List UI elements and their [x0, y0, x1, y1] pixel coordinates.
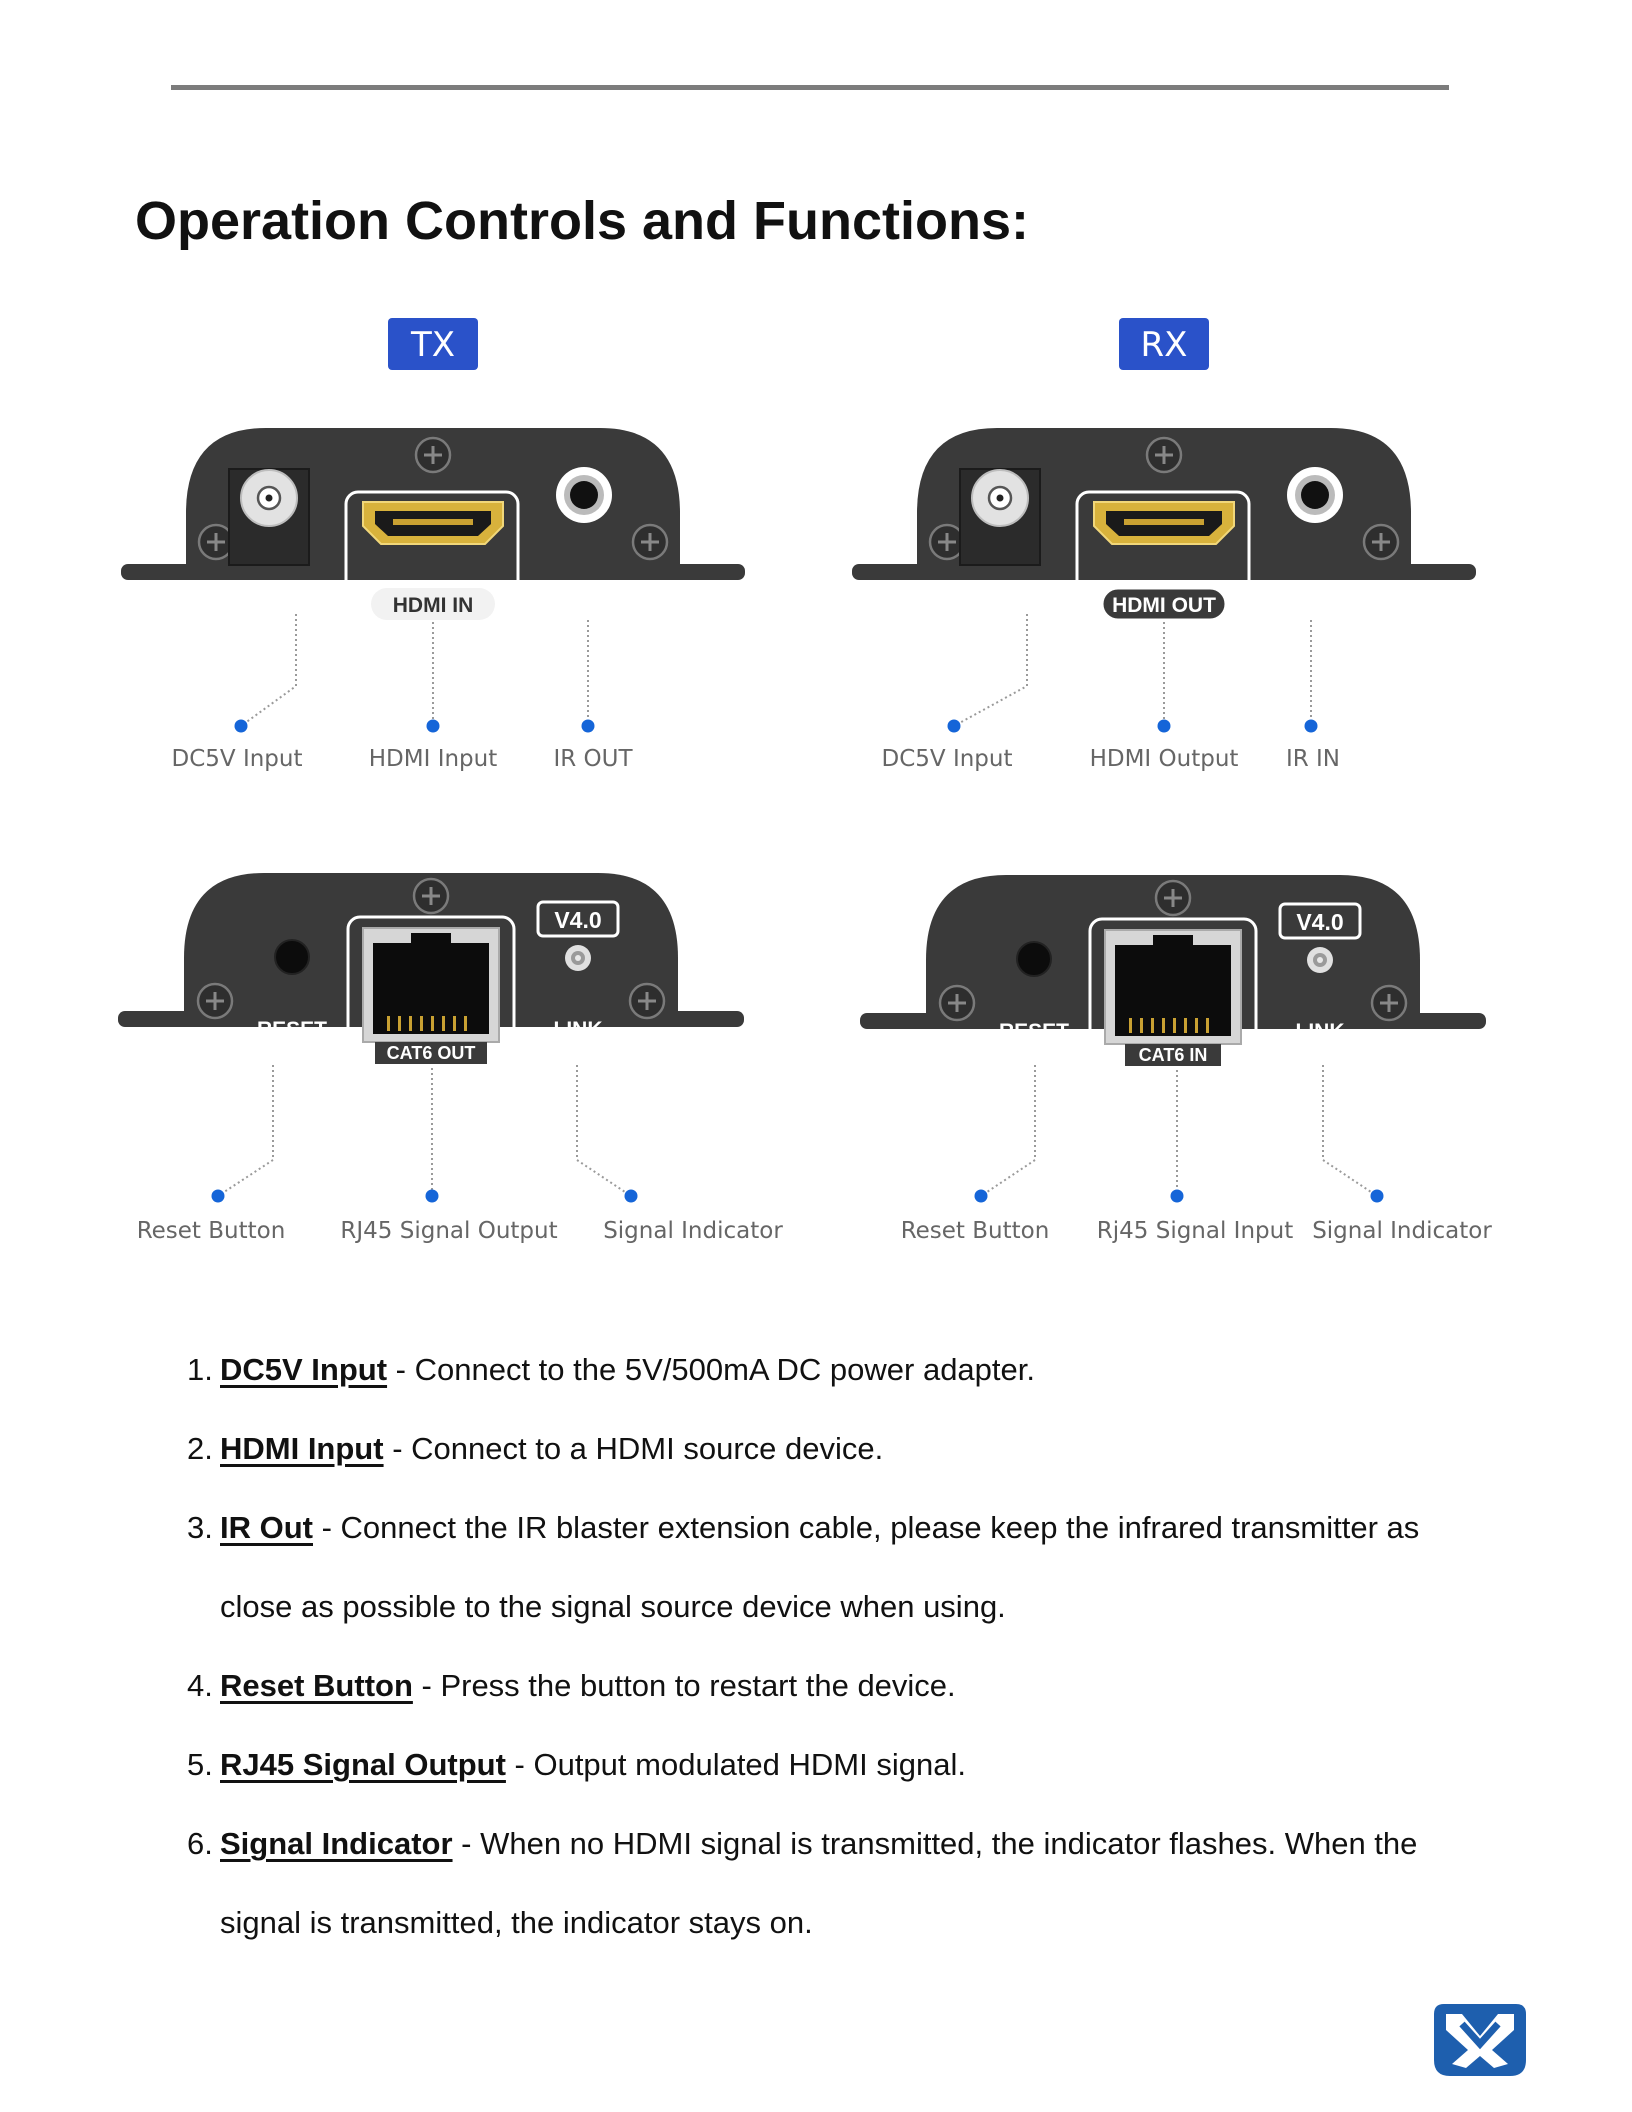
tx-front-device	[121, 318, 745, 772]
ir-out-label: IR OUT	[553, 591, 621, 613]
callout-signal-indicator: Signal Indicator	[603, 1218, 783, 1244]
link-label: LINK	[1295, 1020, 1345, 1043]
item-number: 6.	[187, 1826, 213, 1861]
rx-back-device	[860, 875, 1492, 1244]
item-text: - Connect to the 5V/500mA DC power adapter.	[387, 1352, 1035, 1387]
item-number: 1.	[187, 1352, 213, 1387]
instruction-item	[180, 1409, 1480, 1488]
item-number: 4.	[187, 1668, 213, 1703]
instruction-item	[180, 1330, 1480, 1409]
callout-dc5v-input: DC5V Input	[881, 746, 1013, 772]
item-term: RJ45 Signal Output	[220, 1747, 506, 1782]
svg-text:TX: TX	[410, 325, 456, 365]
instruction-item	[180, 1488, 1480, 1646]
hdmi-in-label: HDMI IN	[392, 594, 474, 617]
link-label: LINK	[553, 1018, 603, 1041]
item-text: - Press the button to restart the device.	[412, 1668, 956, 1703]
item-term: Reset Button	[220, 1668, 413, 1703]
dc5v-label: DC 5V	[239, 591, 299, 613]
cat6-in-label: CAT6 IN	[1138, 1045, 1208, 1065]
callout-dc5v-input: DC5V Input	[171, 746, 303, 772]
svg-text:RX: RX	[1140, 325, 1188, 365]
callout-reset-button: Reset Button	[900, 1218, 1050, 1244]
instruction-item	[180, 1725, 1480, 1804]
callout-hdmi-input: HDMI Input	[368, 746, 498, 772]
item-term: Signal Indicator	[220, 1826, 453, 1861]
item-text: - When no HDMI signal is transmitted, the indicator flashes. When the signal is transmitted, the indicator stays on.	[220, 1826, 1418, 1940]
reset-label: RESET	[256, 1018, 328, 1041]
dc5v-label: DC 5V	[980, 591, 1040, 613]
callout-signal-indicator: Signal Indicator	[1312, 1218, 1492, 1244]
ir-in-label: IR IN	[1299, 591, 1345, 613]
reset-label: RESET	[998, 1020, 1070, 1043]
tx-badge	[388, 318, 478, 370]
brand-logo-icon	[1432, 2000, 1528, 2080]
instruction-item	[180, 1646, 1480, 1725]
callout-ir-in: IR IN	[1285, 746, 1341, 772]
item-text: - Connect to a HDMI source device.	[383, 1431, 884, 1466]
rx-badge	[1119, 318, 1209, 370]
item-term: HDMI Input	[220, 1431, 384, 1466]
callout-reset-button: Reset Button	[136, 1218, 286, 1244]
item-number: 2.	[187, 1431, 213, 1466]
item-term: IR Out	[220, 1510, 313, 1545]
tx-back-device	[118, 873, 783, 1244]
item-text: - Output modulated HDMI signal.	[505, 1747, 966, 1782]
cat6-out-label: CAT6 OUT	[386, 1043, 476, 1063]
item-number: 5.	[187, 1747, 213, 1782]
rx-front-device	[852, 318, 1476, 772]
callout-ir-out: IR OUT	[553, 746, 633, 772]
version-label: V4.0	[1296, 909, 1344, 935]
item-term: DC5V Input	[220, 1352, 388, 1387]
version-label: V4.0	[554, 907, 602, 933]
device-diagrams	[0, 300, 1632, 1280]
callout-hdmi-output: HDMI Output	[1089, 746, 1239, 772]
hdmi-out-label: HDMI OUT	[1112, 594, 1216, 617]
instructions-list	[180, 1330, 1480, 1962]
page-title: Operation Controls and Functions:	[135, 191, 1029, 251]
instruction-item	[180, 1804, 1480, 1962]
top-rule	[171, 85, 1449, 90]
callout-rj45-signal-input: Rj45 Signal Input	[1096, 1218, 1294, 1244]
item-number: 3.	[187, 1510, 213, 1545]
item-text: - Connect the IR blaster extension cable, please keep the infrared transmitter as close as possible to the signal source device when using.	[220, 1510, 1420, 1624]
callout-rj45-signal-output: RJ45 Signal Output	[340, 1218, 558, 1244]
